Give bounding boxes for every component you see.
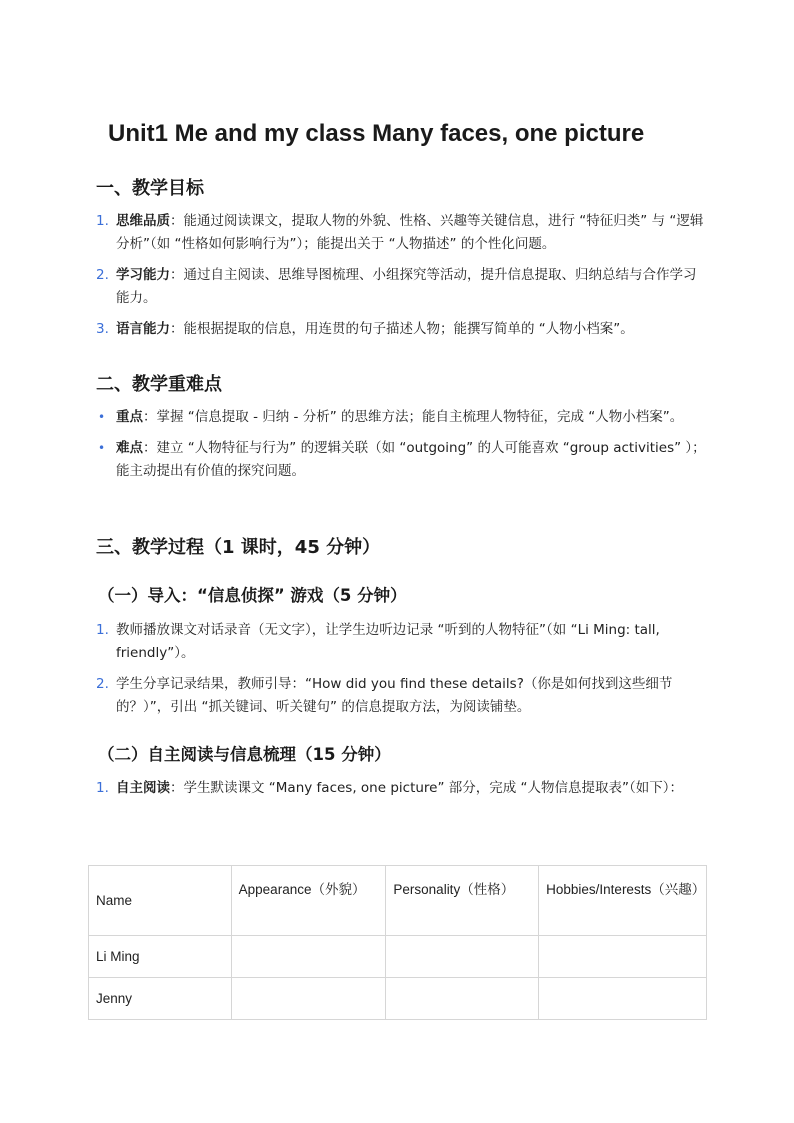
table-cell[interactable]	[539, 978, 707, 1020]
table-row	[89, 978, 707, 1020]
item-label: 自主阅读	[116, 780, 170, 796]
item-text: ：学生默读课文 “Many faces, one picture” 部分，完成 “人物信息提取表”（如下）：	[170, 780, 684, 796]
table-header-cell: Hobbies/Interests（兴趣）	[539, 866, 707, 936]
subsection-heading-reading: （二）自主阅读与信息梳理（15 分钟）	[98, 745, 391, 764]
item-text: ：掌握 “信息提取 - 归纳 - 分析” 的思维方法；能自主梳理人物特征，完成 “人物小档案”。	[143, 409, 684, 425]
key-points-list	[96, 406, 708, 483]
item-text: 学生分享记录结果，教师引导：“How did you find these details?（你是如何找到这些细节的？）”，引出 “抓关键词、听关键句” 的信息提取方法，为阅读铺垫。	[116, 676, 673, 715]
list-item	[96, 406, 708, 429]
list-item	[96, 777, 708, 800]
list-item	[96, 619, 708, 665]
subsection-heading-intro: （一）导入：“信息侦探” 游戏（5 分钟）	[98, 586, 407, 605]
table-row	[89, 936, 707, 978]
table-header-cell: Name	[89, 866, 232, 936]
item-label: 难点	[116, 440, 143, 456]
item-label: 重点	[116, 409, 143, 425]
item-text: ：能根据提取的信息，用连贯的句子描述人物；能撰写简单的 “人物小档案”。	[170, 321, 634, 337]
section-heading-key-points: 二、教学重难点	[96, 374, 222, 395]
list-number: 3.	[96, 321, 109, 337]
list-item	[96, 318, 708, 341]
list-number: 1.	[96, 213, 109, 229]
reading-steps-list	[96, 777, 708, 800]
section-heading-process: 三、教学过程（1 课时，45 分钟）	[96, 537, 381, 558]
list-item	[96, 437, 708, 483]
item-label: 思维品质	[116, 213, 170, 229]
bullet-icon: •	[98, 410, 106, 424]
item-text: ：能通过阅读课文，提取人物的外貌、性格、兴趣等关键信息，进行 “特征归类” 与 “逻辑分析”（如 “性格如何影响行为”）；能提出关于 “人物描述” 的个性化问题。	[116, 213, 704, 252]
list-item	[96, 210, 708, 256]
item-text: ：通过自主阅读、思维导图梳理、小组探究等活动，提升信息提取、归纳总结与合作学习能力。	[116, 267, 697, 306]
table-cell[interactable]	[231, 978, 386, 1020]
page-title: Unit1 Me and my class Many faces, one picture	[108, 120, 645, 147]
item-label: 语言能力	[116, 321, 170, 337]
bullet-icon: •	[98, 441, 106, 455]
list-number: 1.	[96, 622, 109, 638]
list-number: 1.	[96, 780, 109, 796]
list-item	[96, 264, 708, 310]
list-number: 2.	[96, 676, 109, 692]
table-cell: Li Ming	[89, 936, 232, 978]
item-label: 学习能力	[116, 267, 170, 283]
section-heading-objectives: 一、教学目标	[96, 178, 204, 199]
table-cell[interactable]	[386, 936, 539, 978]
table-header-cell: Appearance（外貌）	[231, 866, 386, 936]
intro-steps-list	[96, 619, 708, 719]
item-text: ：建立 “人物特征与行为” 的逻辑关联（如 “outgoing” 的人可能喜欢 “group activities” ）；能主动提出有价值的探究问题。	[116, 440, 706, 479]
table-cell[interactable]	[231, 936, 386, 978]
table-cell: Jenny	[89, 978, 232, 1020]
character-info-table	[88, 865, 707, 1020]
table-cell[interactable]	[386, 978, 539, 1020]
objectives-list	[96, 210, 708, 341]
list-number: 2.	[96, 267, 109, 283]
table-header-cell: Personality（性格）	[386, 866, 539, 936]
table-cell[interactable]	[539, 936, 707, 978]
table-header-row	[89, 866, 707, 936]
item-text: 教师播放课文对话录音（无文字），让学生边听边记录 “听到的人物特征”（如 “Li Ming: tall, friendly”）。	[116, 622, 660, 661]
list-item	[96, 673, 708, 719]
